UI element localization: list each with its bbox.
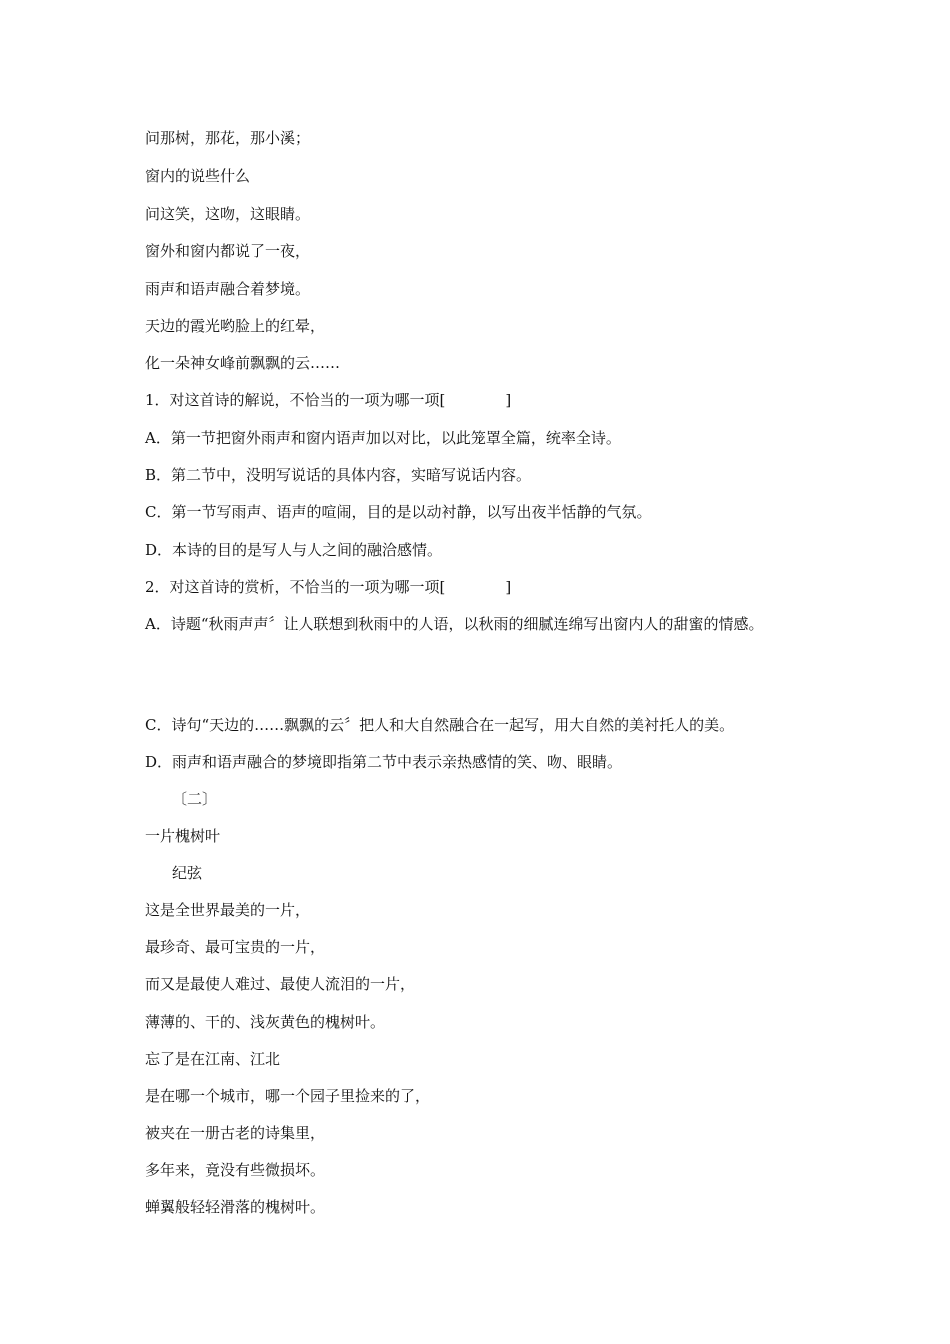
poem2-title: 一片槐树叶 [145,827,221,845]
poem1-line: 化一朵神女峰前飘飘的云…… [145,354,341,372]
poem2-line: 是在哪一个城市，哪一个园子里捡来的了， [145,1087,431,1105]
question-1-option-d: D．本诗的目的是写人与人之间的融洽感情。 [145,541,443,559]
section-heading: 〔二〕 [172,790,218,808]
question-1-stem: 1．对这首诗的解说，不恰当的一项为哪一项[ ] [145,391,512,409]
question-1-option-b: B．第二节中，没明写说话的具体内容，实暗写说话内容。 [145,466,532,484]
answer-bracket-open: [ [439,391,446,409]
poem2-line: 蝉翼般轻轻滑落的槐树叶。 [145,1198,326,1216]
question-2-stem: 2．对这首诗的赏析，不恰当的一项为哪一项[ ] [145,578,512,596]
poem2-line: 而又是最使人难过、最使人流泪的一片， [145,975,416,993]
poem2-line: 薄薄的、干的、浅灰黄色的槐树叶。 [145,1013,386,1031]
question-2-option-a: A．诗题“秋雨声声〞让人联想到秋雨中的人语，以秋雨的细腻连绵写出窗内人的甜蜜的情感。 [145,615,764,633]
poem2-line: 忘了是在江南、江北 [145,1050,281,1068]
poem1-line: 问这笑，这吻，这眼睛。 [145,205,311,223]
poem2-author: 纪弦 [172,864,203,882]
poem1-line: 问那树，那花，那小溪； [145,129,311,147]
poem1-line: 窗外和窗内都说了一夜， [145,242,311,260]
poem1-line: 天边的霞光哟脸上的红晕， [145,317,326,335]
question-2-option-c: C．诗句“天边的……飘飘的云〞把人和大自然融合在一起写，用大自然的美衬托人的美。 [145,716,735,734]
poem1-line: 雨声和语声融合着梦境。 [145,280,311,298]
question-1-option-a: A．第一节把窗外雨声和窗内语声加以对比，以此笼罩全篇，统率全诗。 [145,429,621,447]
answer-bracket-close: ] [505,391,512,409]
question-1-option-c: C．第一节写雨声、语声的喧闹，目的是以动衬静，以写出夜半恬静的气氛。 [145,503,652,521]
poem2-line: 这是全世界最美的一片， [145,901,311,919]
answer-bracket-open: [ [439,578,446,596]
question-2-option-d: D．雨声和语声融合的梦境即指第二节中表示亲热感情的笑、吻、眼睛。 [145,753,623,771]
poem2-line: 多年来，竟没有些微损坏。 [145,1161,326,1179]
poem2-line: 被夹在一册古老的诗集里， [145,1124,326,1142]
poem2-line: 最珍奇、最可宝贵的一片， [145,938,326,956]
answer-bracket-close: ] [505,578,512,596]
poem1-line: 窗内的说些什么 [145,167,251,185]
